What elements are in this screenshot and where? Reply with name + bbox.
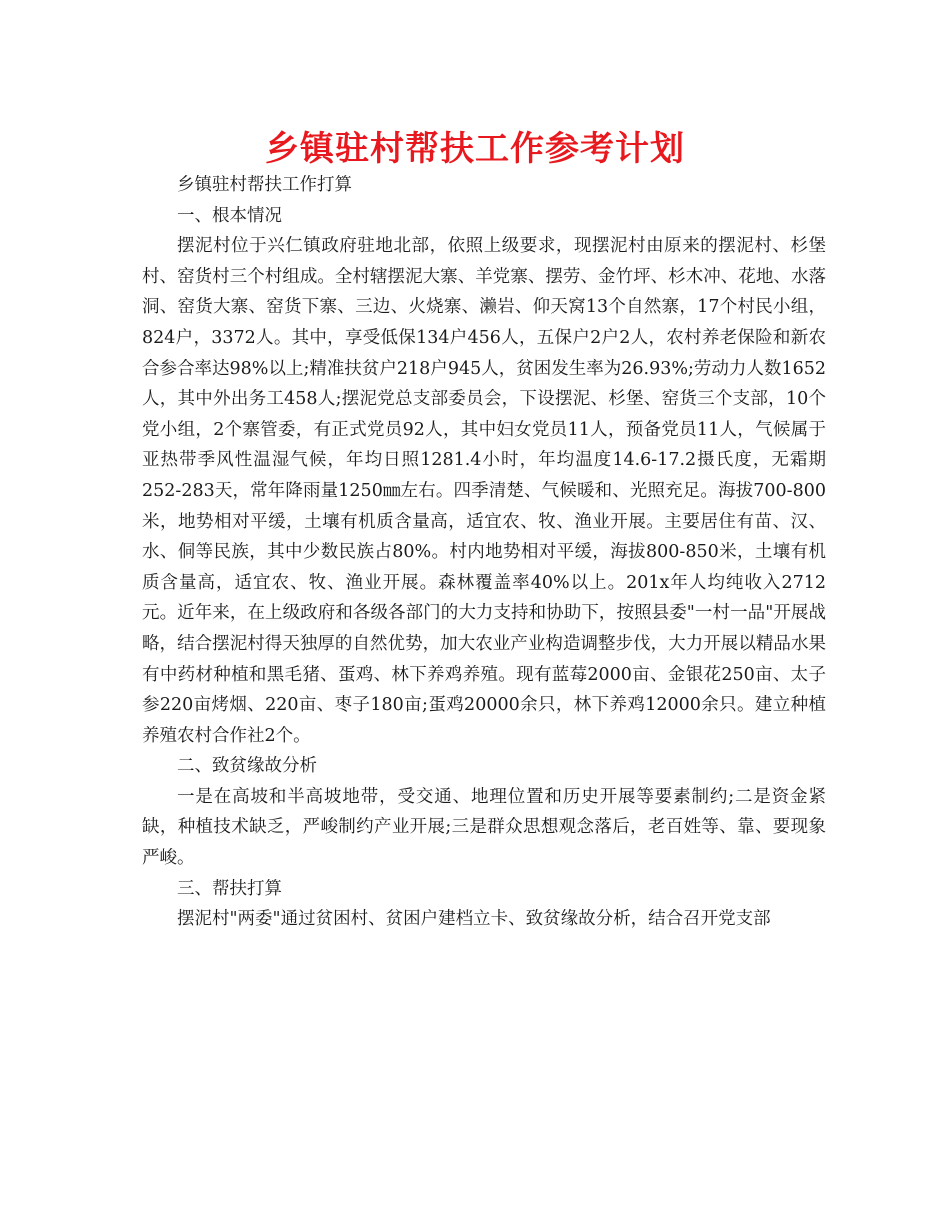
document-body: [142, 170, 826, 935]
body-paragraph-village-overview: 摆泥村位于兴仁镇政府驻地北部，依照上级要求，现摆泥村由原来的摆泥村、杉堡村、窑货村三个村组成。全村辖摆泥大寨、羊党寨、摆劳、金竹坪、杉木冲、花地、水落洞、窑货大寨、窑货下寨、三边、火烧寨、濑岩、仰天窝13个自然寨，17个村民小组，824户，3372人。其中，享受低保134户456人，五保户2户2人，农村养老保险和新农合参合率达98%以上;精准扶贫户218户945人，贫困发生率为26.93%;劳动力人数1652人，其中外出务工458人;摆泥党总支部委员会，下设摆泥、杉堡、窑货三个支部，10个党小组，2个寨管委，有正式党员92人，其中妇女党员11人，预备党员11人，气候属于亚热带季风性温湿气候，年均日照1281.4小时，年均温度14.6-17.2摄氏度，无霜期252-283天，常年降雨量1250㎜左右。四季清楚、气候暖和、光照充足。海拔700-800米，地势相对平缓，土壤有机质含量高，适宜农、牧、渔业开展。主要居住有苗、汉、水、侗等民族，其中少数民族占80%。村内地势相对平缓，海拔800-850米，土壤有机质含量高，适宜农、牧、渔业开展。森林覆盖率40%以上。201x年人均纯收入2712元。近年来，在上级政府和各级各部门的大力支持和协助下，按照县委"一村一品"开展战略，结合摆泥村得天独厚的自然优势，加大农业产业构造调整步伐，大力开展以精品水果有中药材种植和黑毛猪、蛋鸡、林下养鸡养殖。现有蓝莓2000亩、金银花250亩、太子参220亩烤烟、220亩、枣子180亩;蛋鸡20000余只，林下养鸡12000余只。建立种植养殖农村合作社2个。: [142, 236, 826, 746]
document-title: 乡镇驻村帮扶工作参考计划: [265, 129, 685, 169]
section-heading-basic-situation: 一、根本情况: [177, 205, 282, 226]
body-paragraph-poverty-causes: 一是在高坡和半高坡地带，受交通、地理位置和历史开展等要素制约;二是资金紧缺，种植技术缺乏，严峻制约产业开展;三是群众思想观念落后，老百姓等、靠、要现象严峻。: [142, 786, 826, 869]
subtitle-paragraph: 乡镇驻村帮扶工作打算: [177, 175, 352, 195]
section-heading-poverty-causes: 二、致贫缘故分析: [177, 756, 317, 777]
body-paragraph-assistance-plan: 摆泥村"两委"通过贫困村、贫困户建档立卡、致贫缘故分析，结合召开党支部: [177, 909, 771, 930]
section-heading-assistance-plan: 三、帮扶打算: [177, 878, 282, 899]
